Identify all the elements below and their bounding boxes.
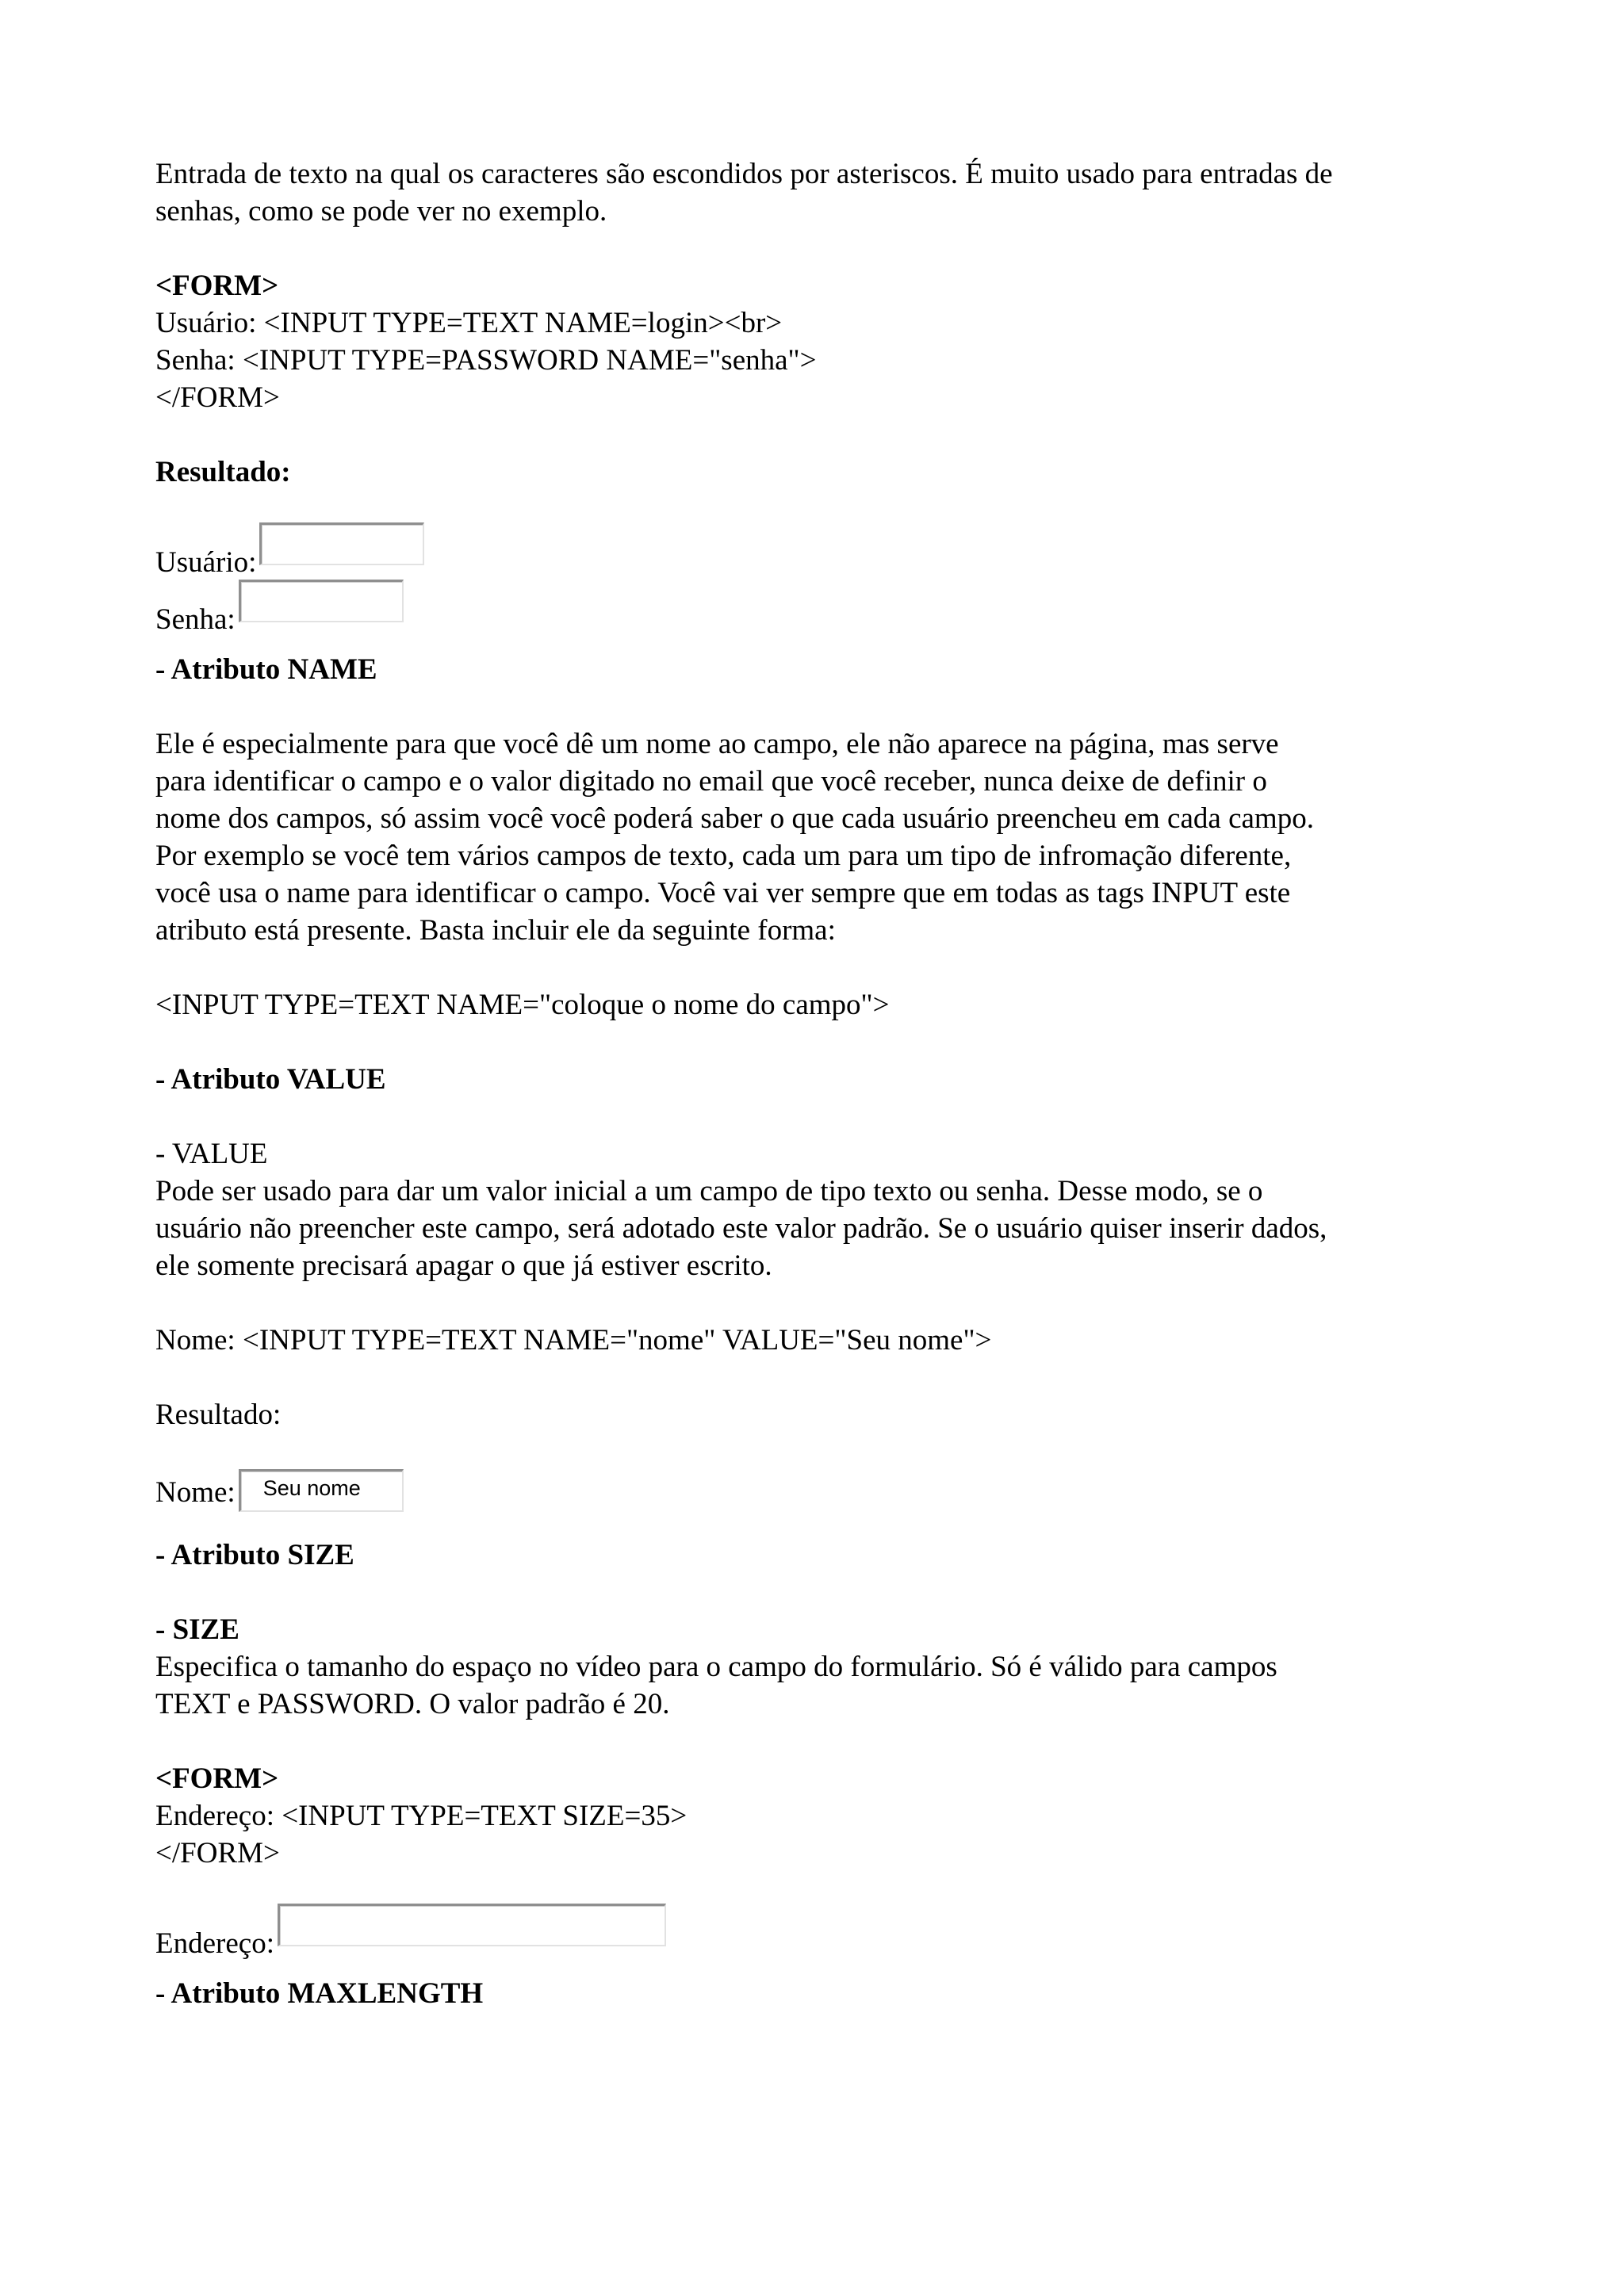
size-code-form-close: </FORM> <box>155 1837 280 1869</box>
name-paragraph-line: nome dos campos, só assim você você poderá saber o que cada usuário preencheu em cada campo. <box>155 802 1314 835</box>
name-paragraph-line: atributo está presente. Basta incluir ele da seguinte forma: <box>155 914 836 947</box>
size-paragraph-line: Especifica o tamanho do espaço no vídeo para o campo do formulário. Só é válido para campos <box>155 1651 1277 1683</box>
nome-input[interactable]: Seu nome <box>239 1469 404 1512</box>
result-heading: Resultado: <box>155 456 291 488</box>
code-user-input: Usuário: <INPUT TYPE=TEXT NAME=login><br> <box>155 307 783 339</box>
user-field-row <box>155 522 1475 578</box>
intro-line-1: Entrada de texto na qual os caracteres são escondidos por asteriscos. É muito usado para entradas de <box>155 158 1333 190</box>
user-input[interactable] <box>259 522 424 565</box>
endereco-input[interactable] <box>278 1904 666 1946</box>
name-example-code: <INPUT TYPE=TEXT NAME="coloque o nome do campo"> <box>155 989 890 1021</box>
code-password-input: Senha: <INPUT TYPE=PASSWORD NAME="senha"> <box>155 344 817 377</box>
name-paragraph-line: para identificar o campo e o valor digitado no email que você receber, nunca deixe de definir o <box>155 765 1267 798</box>
value-example-code: Nome: <INPUT TYPE=TEXT NAME="nome" VALUE="Seu nome"> <box>155 1324 992 1357</box>
password-field-row <box>155 580 1475 635</box>
document-page <box>155 155 1475 2012</box>
value-result-heading: Resultado: <box>155 1399 282 1431</box>
nome-label: Nome: <box>155 1476 236 1509</box>
name-paragraph-line: você usa o name para identificar o campo. Você vai ver sempre que em todas as tags INPUT este <box>155 877 1291 909</box>
endereco-field-row <box>155 1904 1475 1959</box>
size-attribute-heading: - Atributo SIZE <box>155 1539 354 1571</box>
value-attribute-heading: - Atributo VALUE <box>155 1063 386 1096</box>
password-label: Senha: <box>155 603 236 636</box>
endereco-label: Endereço: <box>155 1927 274 1960</box>
value-paragraph-line: usuário não preencher este campo, será adotado este valor padrão. Se o usuário quiser inserir dados, <box>155 1212 1327 1245</box>
maxlength-attribute-heading: - Atributo MAXLENGTH <box>155 1977 484 2010</box>
name-paragraph-line: Por exemplo se você tem vários campos de texto, cada um para um tipo de infromação diferente, <box>155 840 1292 872</box>
name-attribute-heading: - Atributo NAME <box>155 653 377 686</box>
size-code-line: Endereço: <INPUT TYPE=TEXT SIZE=35> <box>155 1800 688 1832</box>
size-subheading: - SIZE <box>155 1613 239 1646</box>
name-paragraph-line: Ele é especialmente para que você dê um nome ao campo, ele não aparece na página, mas serve <box>155 728 1279 760</box>
intro-line-2: senhas, como se pode ver no exemplo. <box>155 195 607 228</box>
value-paragraph-line: Pode ser usado para dar um valor inicial a um campo de tipo texto ou senha. Desse modo, se o <box>155 1175 1263 1207</box>
password-input[interactable] <box>239 580 404 622</box>
nome-field-row <box>155 1465 1475 1521</box>
user-label: Usuário: <box>155 546 257 579</box>
value-subheading: - VALUE <box>155 1138 268 1170</box>
size-paragraph-line: TEXT e PASSWORD. O valor padrão é 20. <box>155 1688 670 1720</box>
code-form-open: <FORM> <box>155 270 279 302</box>
code-form-close: </FORM> <box>155 381 280 414</box>
value-paragraph-line: ele somente precisará apagar o que já estiver escrito. <box>155 1249 772 1282</box>
size-code-form-open: <FORM> <box>155 1762 279 1795</box>
